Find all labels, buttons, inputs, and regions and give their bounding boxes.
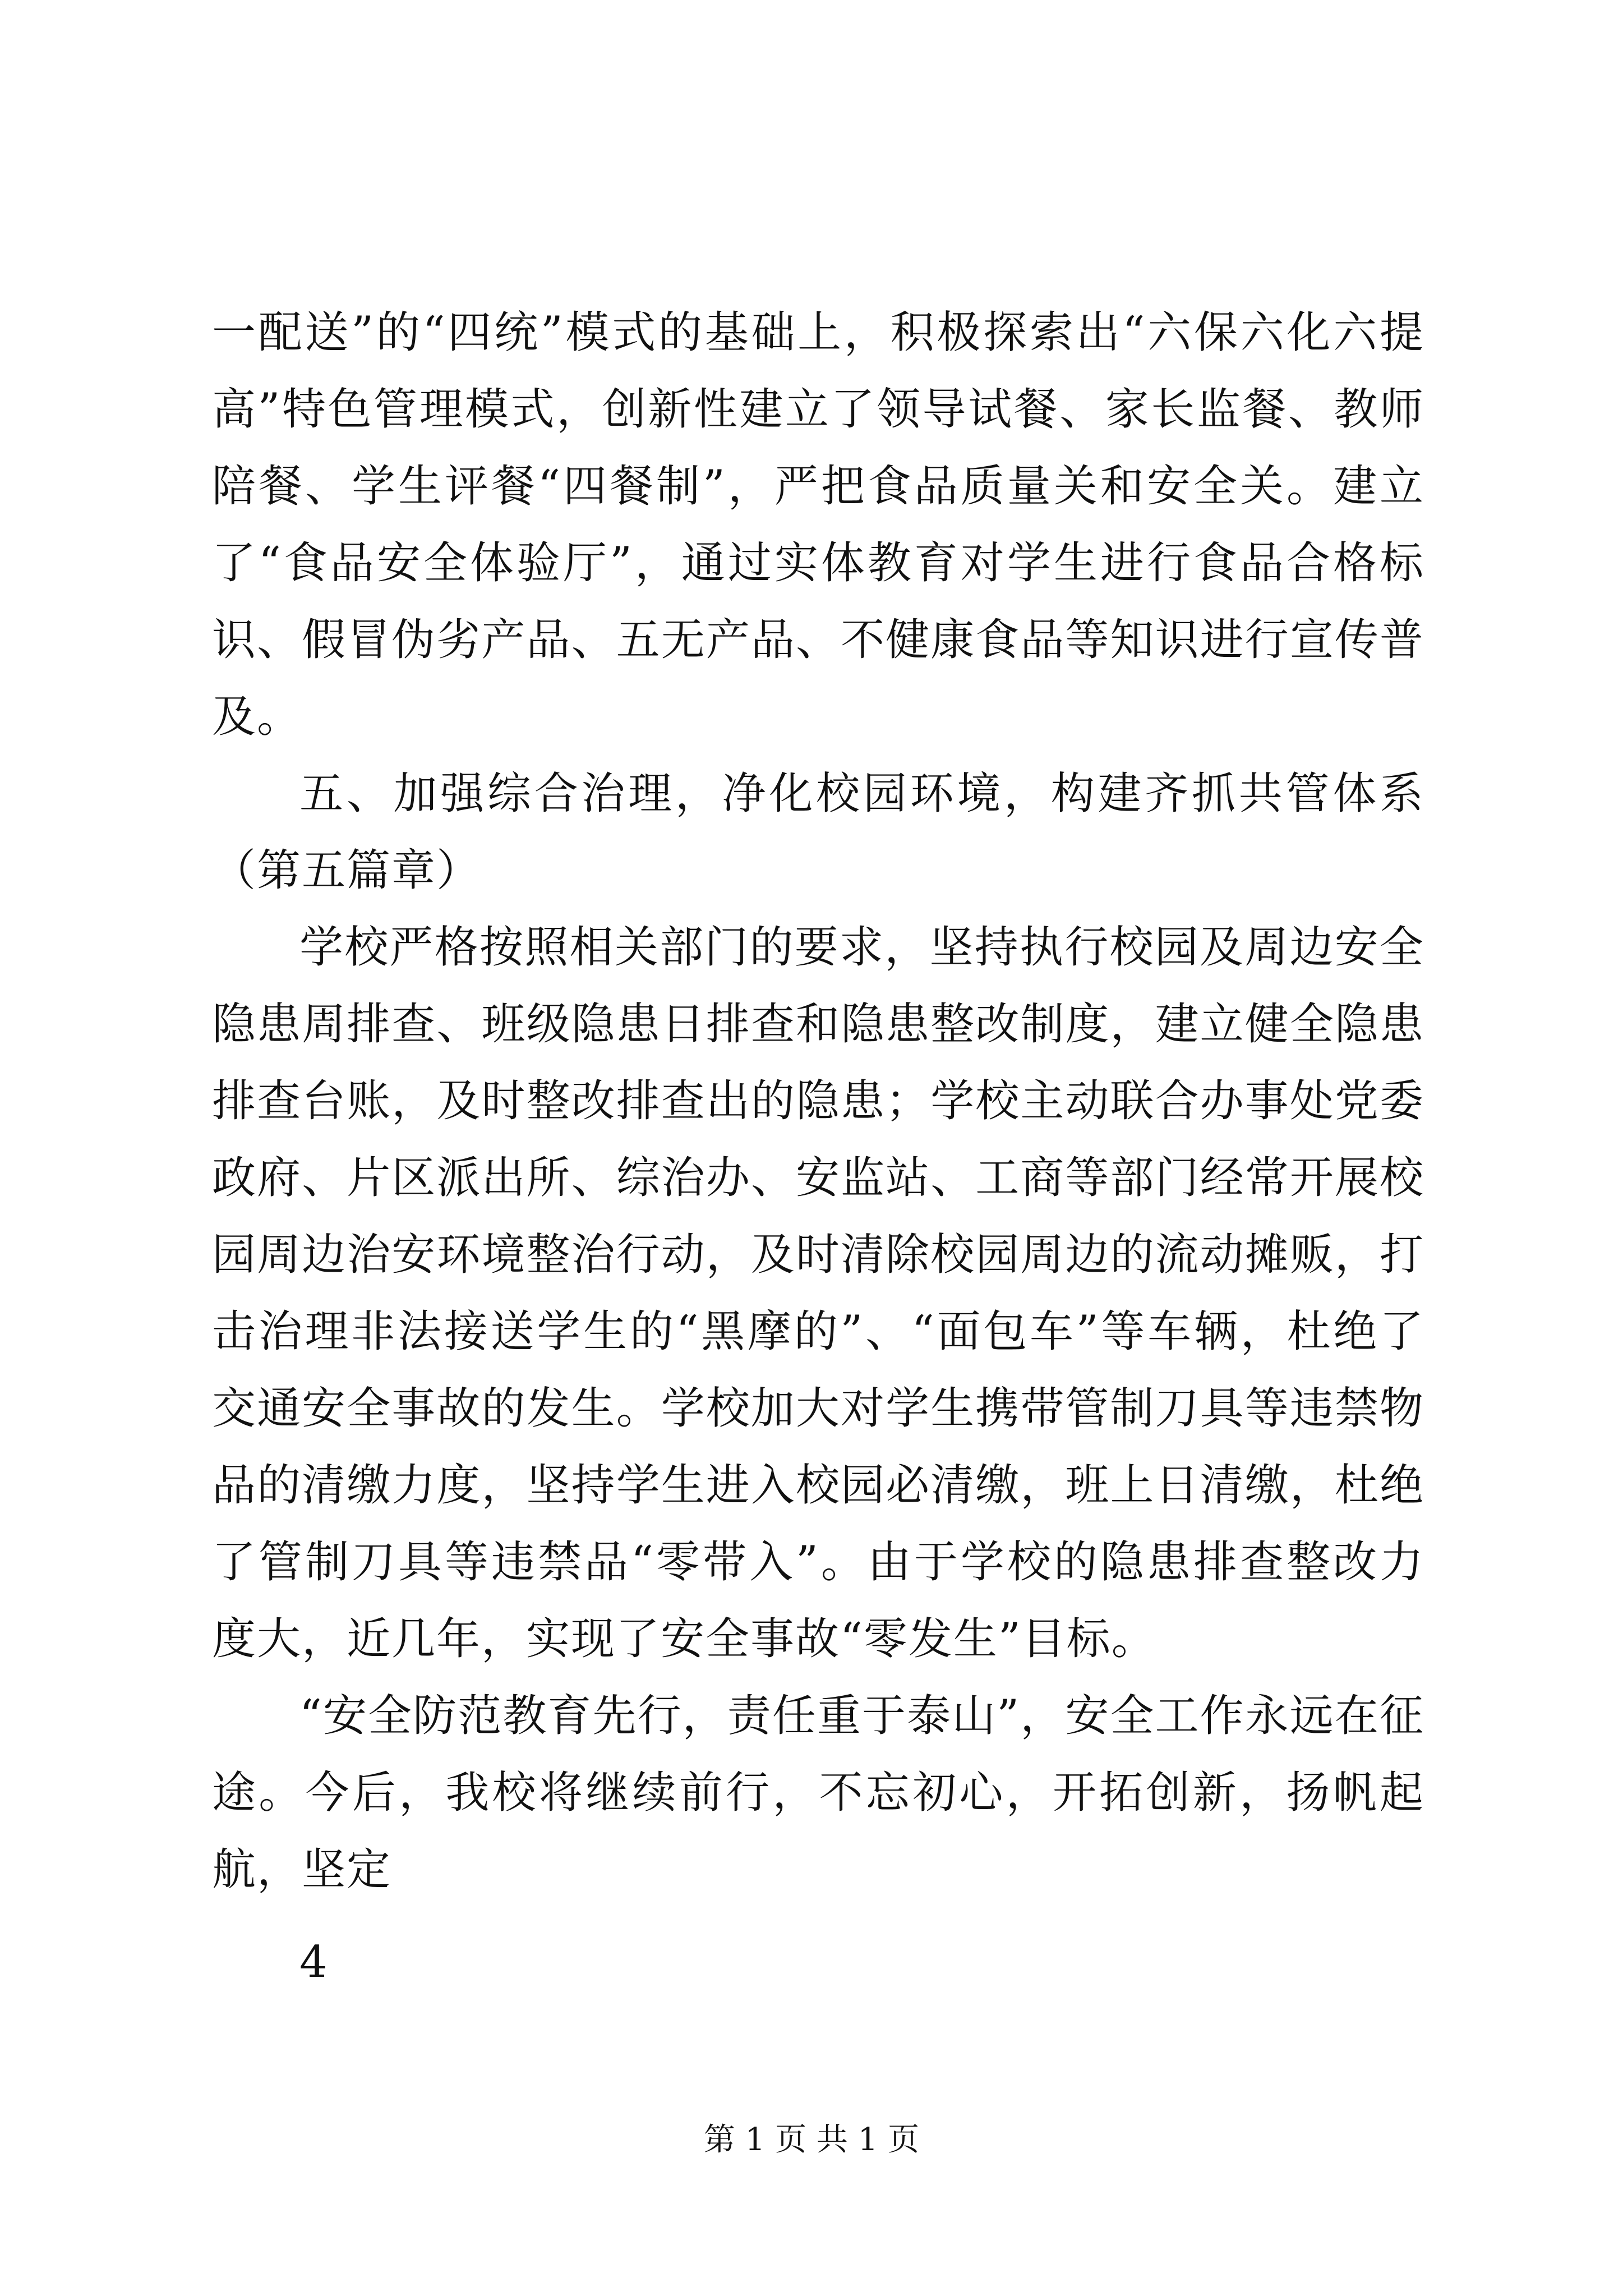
page-footer: 第 1 页 共 1 页	[703, 2122, 920, 2158]
section-heading-five: 五、加强综合治理，净化校园环境，构建齐抓共管体系（第五篇章）	[212, 769, 1424, 896]
paragraph-food-safety: 一配送”的“四统”模式的基础上，积极探索出“六保六化六提高”特色管理模式，创新性建立了领导试餐、家长监餐、教师陪餐、学生评餐“四餐制”，严把食品质量关和安全关。建立了“食品安全体验厅”，通过实体教育对学生进行食品合格标识、假冒伪劣产品、五无产品、不健康食品等知识进行宣传普及。	[212, 307, 1424, 742]
document-body	[212, 295, 1424, 1908]
paragraph-conclusion: “安全防范教育先行，责任重于泰山”，安全工作永远在征途。今后，我校将继续前行，不忘初心，开拓创新，扬帆起航，坚定	[212, 1691, 1424, 1895]
paragraph-campus-safety: 学校严格按照相关部门的要求，坚持执行校园及周边安全隐患周排查、班级隐患日排查和隐患整改制度，建立健全隐患排查台账，及时整改排查出的隐患；学校主动联合办事处党委政府、片区派出所、综治办、安监站、工商等部门经常开展校园周边治安环境整治行动，及时清除校园周边的流动摊贩，打击治理非法接送学生的“黑摩的”、“面包车”等车辆，杜绝了交通安全事故的发生。学校加大对学生携带管制刀具等违禁物品的清缴力度，坚持学生进入校园必清缴，班上日清缴，杜绝了管制刀具等违禁品“零带入”。由于学校的隐患排查整改力度大，近几年，实现了安全事故“零发生”目标。	[212, 922, 1424, 1664]
page-number: 4	[299, 1937, 328, 1987]
